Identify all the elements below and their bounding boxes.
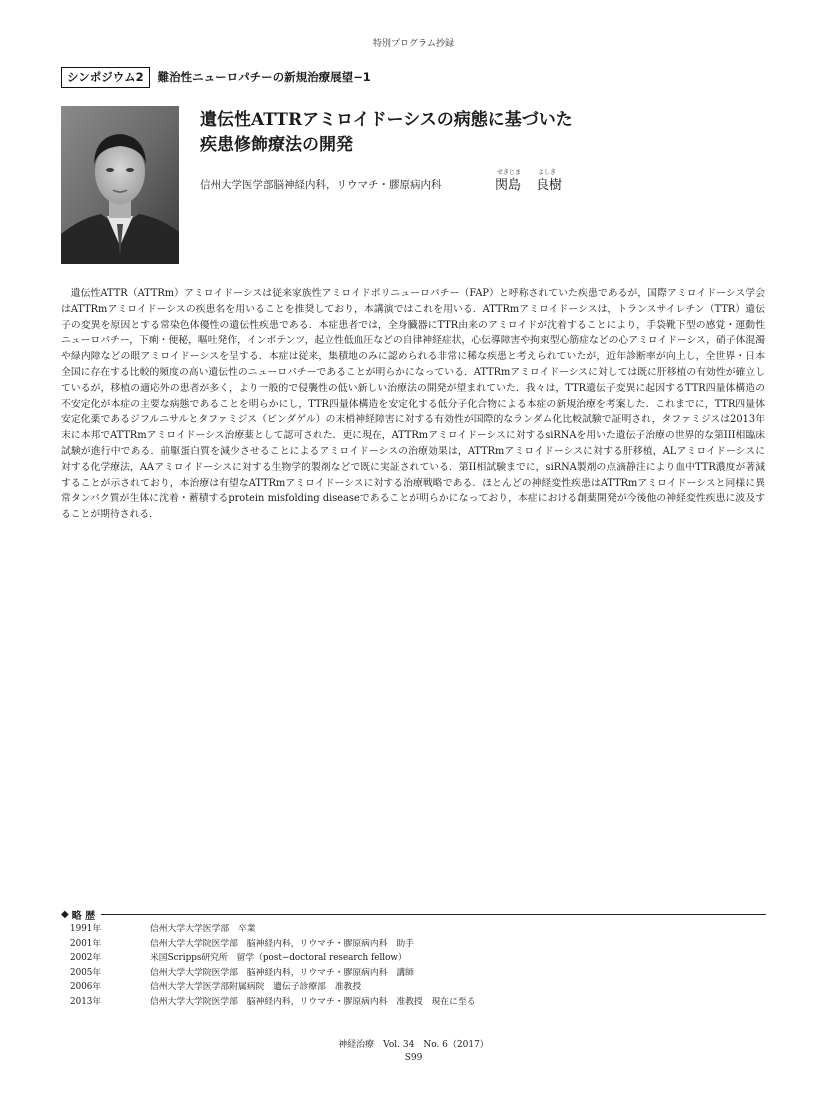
cv-text: 信州大学大学院医学部 脳神経内科，リウマチ・膠原病内科 助手 <box>150 938 414 949</box>
running-head: 特別プログラム抄録 <box>373 39 454 49</box>
author-family-name: 関島 <box>495 178 522 193</box>
cv-year: 2006年 <box>70 982 102 992</box>
cv-entry <box>70 937 476 952</box>
cv-heading <box>61 907 766 921</box>
cv-heading-label: 略 歴 <box>71 910 96 922</box>
cv-year: 2013年 <box>70 996 102 1007</box>
author-given-name: 良樹 <box>536 178 563 193</box>
cv-entry <box>70 922 476 937</box>
affiliation: 信州大学医学部脳神経内科，リウマチ・膠原病内科 <box>200 179 442 191</box>
cv-entry <box>70 951 476 966</box>
cv-text: 信州大学大学院医学部 脳神経内科，リウマチ・膠原病内科 准教授 現在に至る <box>150 996 476 1007</box>
symposium-label: シンポジウム2 <box>61 67 150 88</box>
footer-page-number: S99 <box>404 1053 423 1063</box>
cv-text: 信州大学大学院医学部 脳神経内科，リウマチ・膠原病内科 講師 <box>150 967 414 978</box>
cv-year: 2001年 <box>70 938 102 949</box>
cv-entry <box>70 980 476 995</box>
author-photo <box>61 106 179 264</box>
cv-year: 2005年 <box>70 967 102 978</box>
cv-text: 米国Scripps研究所 留学（post−doctoral research fellow） <box>150 953 407 963</box>
symposium-header <box>61 66 371 88</box>
cv-year: 2002年 <box>70 953 102 963</box>
cv-entry <box>70 995 476 1010</box>
diamond-icon: ◆ <box>61 908 69 920</box>
cv-entry <box>70 966 476 981</box>
cv-list <box>70 922 476 1009</box>
title-line-2: 疾患修飾療法の開発 <box>200 135 353 155</box>
author-family-ruby: せきじま <box>497 169 522 176</box>
cv-year: 1991年 <box>70 924 102 934</box>
author-given-ruby: よしき <box>538 169 557 176</box>
footer-journal-info: 神経治療 Vol. 34 No. 6（2017） <box>338 1040 489 1050</box>
cv-text: 信州大学大学医学部 卒業 <box>150 924 256 934</box>
abstract-body: 遺伝性ATTR（ATTRm）アミロイドーシスは従来家族性アミロイドポリニューロパチー（FAP）と呼称されていた疾患であるが，国際アミロイドーシス学会はATTRmアミロイドーシスの疾患名を用いることを推奨しており，本講演ではこれを用いる．ATTRmアミロイドーシスは，トランスサイレチン（TTR）遺伝子の変異を原因とする常染色体優性の遺伝性疾患である．本症患者では，全身臓器にTTR由来のアミロイドが沈着することにより，手袋靴下型の感覚・運動性ニューロパチー，下痢・便秘，嘔吐発作，インポテンツ，起立性低血圧などの自律神経症状，心伝導障害や拘束型心筋症などの心アミロイドーシス，硝子体混濁や緑内障などの眼アミロイドーシスを呈する．本症は従来，集積地のみに認められる非常に稀な疾患と考えられていたが，近年診断率が向上し，全世界・日本全国に存在する比較的頻度の高い遺伝性のニューロパチーであることが明らかになっている．ATTRmアミロイドーシスに対しては既に肝移植の有効性が確立しているが，移植の適応外の患者が多く，より一般的で侵襲性の低い新しい治療法の開発が望まれていた．我々は，TTR遺伝子変異に起因するTTR四量体構造の不安定化が本症の主要な病態であることを明らかにし，TTR四量体構造を安定化する低分子化合物による本症の新規治療を考案した．これまでに，TTR四量体安定化薬であるジフルニサルとタファミジス（ビンダゲル）の末梢神経障害に対する有効性が国際的なランダム化比較試験で証明され，タファミジスは2013年末に本邦でATTRmアミロイドーシス治療薬として認可された．更に現在，ATTRmアミロイドーシスに対するsiRNAを用いた遺伝子治療の世界的な第III相臨床試験が進行中である．前駆蛋白質を減少させることによるアミロイドーシスの治療効果は，ATTRmアミロイドーシスに対する肝移植，ALアミロイドーシスに対する化学療法，AAアミロイドーシスに対する生物学的製剤などで既に実証されている．第II相試験までに，siRNA製剤の点滴静注により血中TTR濃度が著減することが示されており，本治療は有望なATTRmアミロイドーシスに対する治療戦略である．ほとんどの神経変性疾患はATTRmアミロイドーシスと同様に異常タンパク質が生体に沈着・蓄積するprotein misfolding diseaseであることが明らかになっており，本症における創薬開発が今後他の神経変性疾患に波及することが期待される． <box>61 288 765 521</box>
symposium-title: 難治性ニューロパチーの新規治療展望−1 <box>157 70 371 84</box>
title-line-1: 遺伝性ATTRアミロイドーシスの病態に基づいた <box>200 110 573 130</box>
cv-text: 信州大学大学医学部附属病院 遺伝子診療部 准教授 <box>150 982 362 992</box>
article-title <box>200 108 760 158</box>
cv-heading-rule <box>101 914 766 915</box>
